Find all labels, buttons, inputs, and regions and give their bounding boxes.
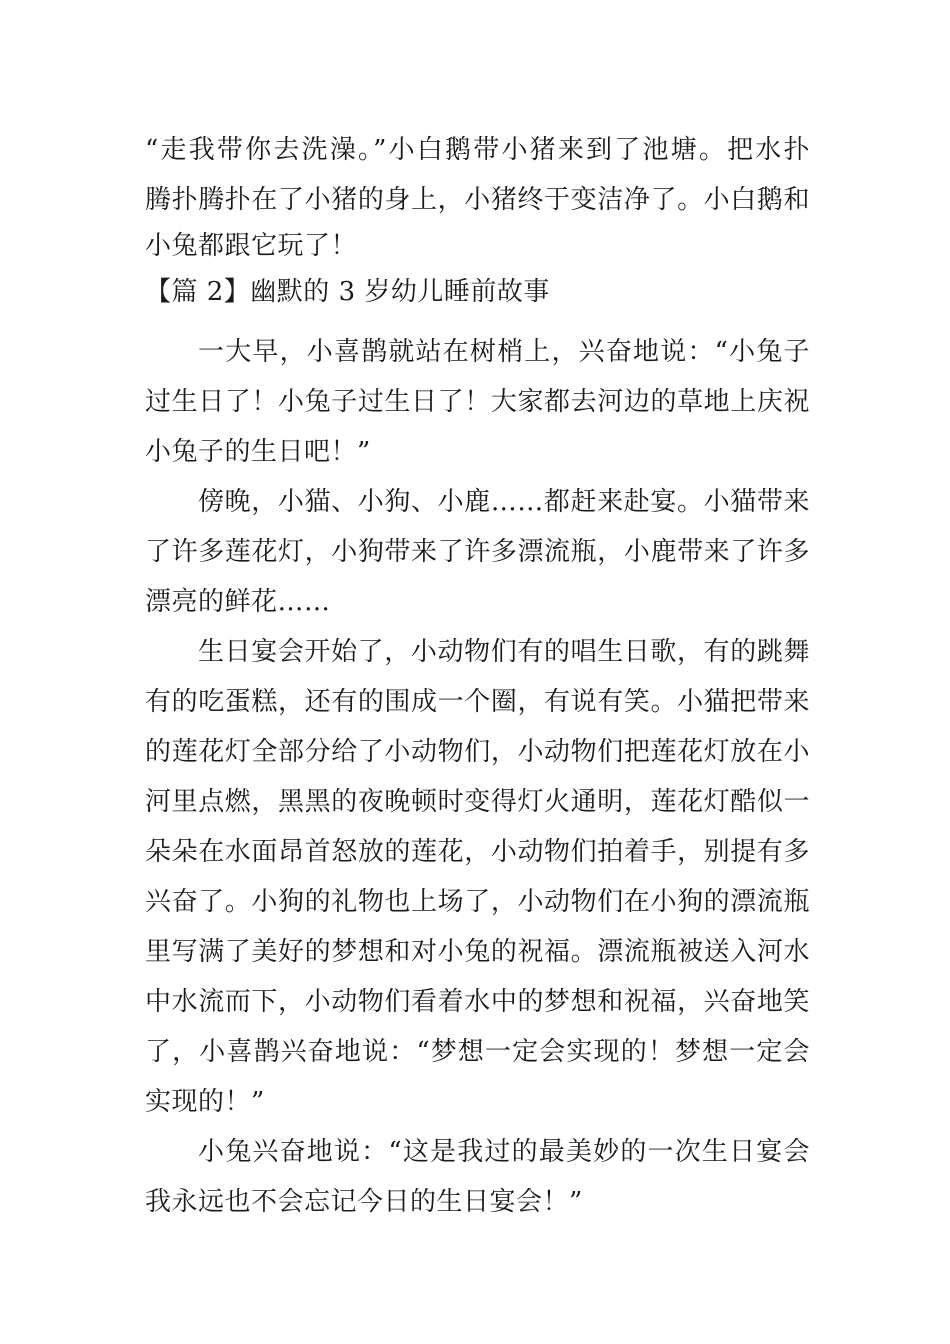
paragraph-line: 傍晚，小猫、小狗、小鹿……都赶来赴宴。小猫带来 (198, 487, 810, 517)
paragraph-line: 过生日了！小兔子过生日了！大家都去河边的草地上庆祝 (145, 387, 810, 417)
paragraph-line: 兴奋了。小狗的礼物也上场了，小动物们在小狗的漂流瓶 (145, 887, 810, 917)
paragraph-line: 中水流而下，小动物们看着水中的梦想和祝福，兴奋地笑 (145, 987, 810, 1017)
paragraph-line: “走我带你去洗澡。”小白鹅带小猪来到了池塘。把水扑 (145, 135, 810, 165)
paragraph-line: 我永远也不会忘记今日的生日宴会！” (145, 1187, 583, 1217)
paragraph-line: 漂亮的鲜花…… (145, 587, 331, 617)
paragraph-line: 生日宴会开始了，小动物们有的唱生日歌，有的跳舞 (198, 637, 810, 667)
paragraph-line: 朵朵在水面昂首怒放的莲花，小动物们拍着手，别提有多 (145, 837, 810, 867)
paragraph-line: 一大早，小喜鹊就站在树梢上，兴奋地说：“小兔子 (198, 337, 810, 367)
paragraph-line: 里写满了美好的梦想和对小兔的祝福。漂流瓶被送入河水 (145, 937, 810, 967)
paragraph-line: 的莲花灯全部分给了小动物们，小动物们把莲花灯放在小 (145, 737, 810, 767)
paragraph-line: 腾扑腾扑在了小猪的身上，小猪终于变洁净了。小白鹅和 (145, 185, 810, 215)
paragraph-line: 小兔兴奋地说：“这是我过的最美妙的一次生日宴会 (198, 1137, 810, 1167)
paragraph-line: 了许多莲花灯，小狗带来了许多漂流瓶，小鹿带来了许多 (145, 537, 810, 567)
paragraph-line: 小兔都跟它玩了！ (145, 231, 358, 261)
paragraph-line: 小兔子的生日吧！” (145, 437, 371, 467)
paragraph-line: 实现的！” (145, 1087, 265, 1117)
paragraph-line: 有的吃蛋糕，还有的围成一个圈，有说有笑。小猫把带来 (145, 687, 810, 717)
paragraph-line: 河里点燃，黑黑的夜晚顿时变得灯火通明，莲花灯酷似一 (145, 787, 810, 817)
section-heading: 【篇 2】幽默的 3 岁幼儿睡前故事 (145, 277, 550, 307)
paragraph-line: 了，小喜鹊兴奋地说：“梦想一定会实现的！梦想一定会 (145, 1037, 810, 1067)
